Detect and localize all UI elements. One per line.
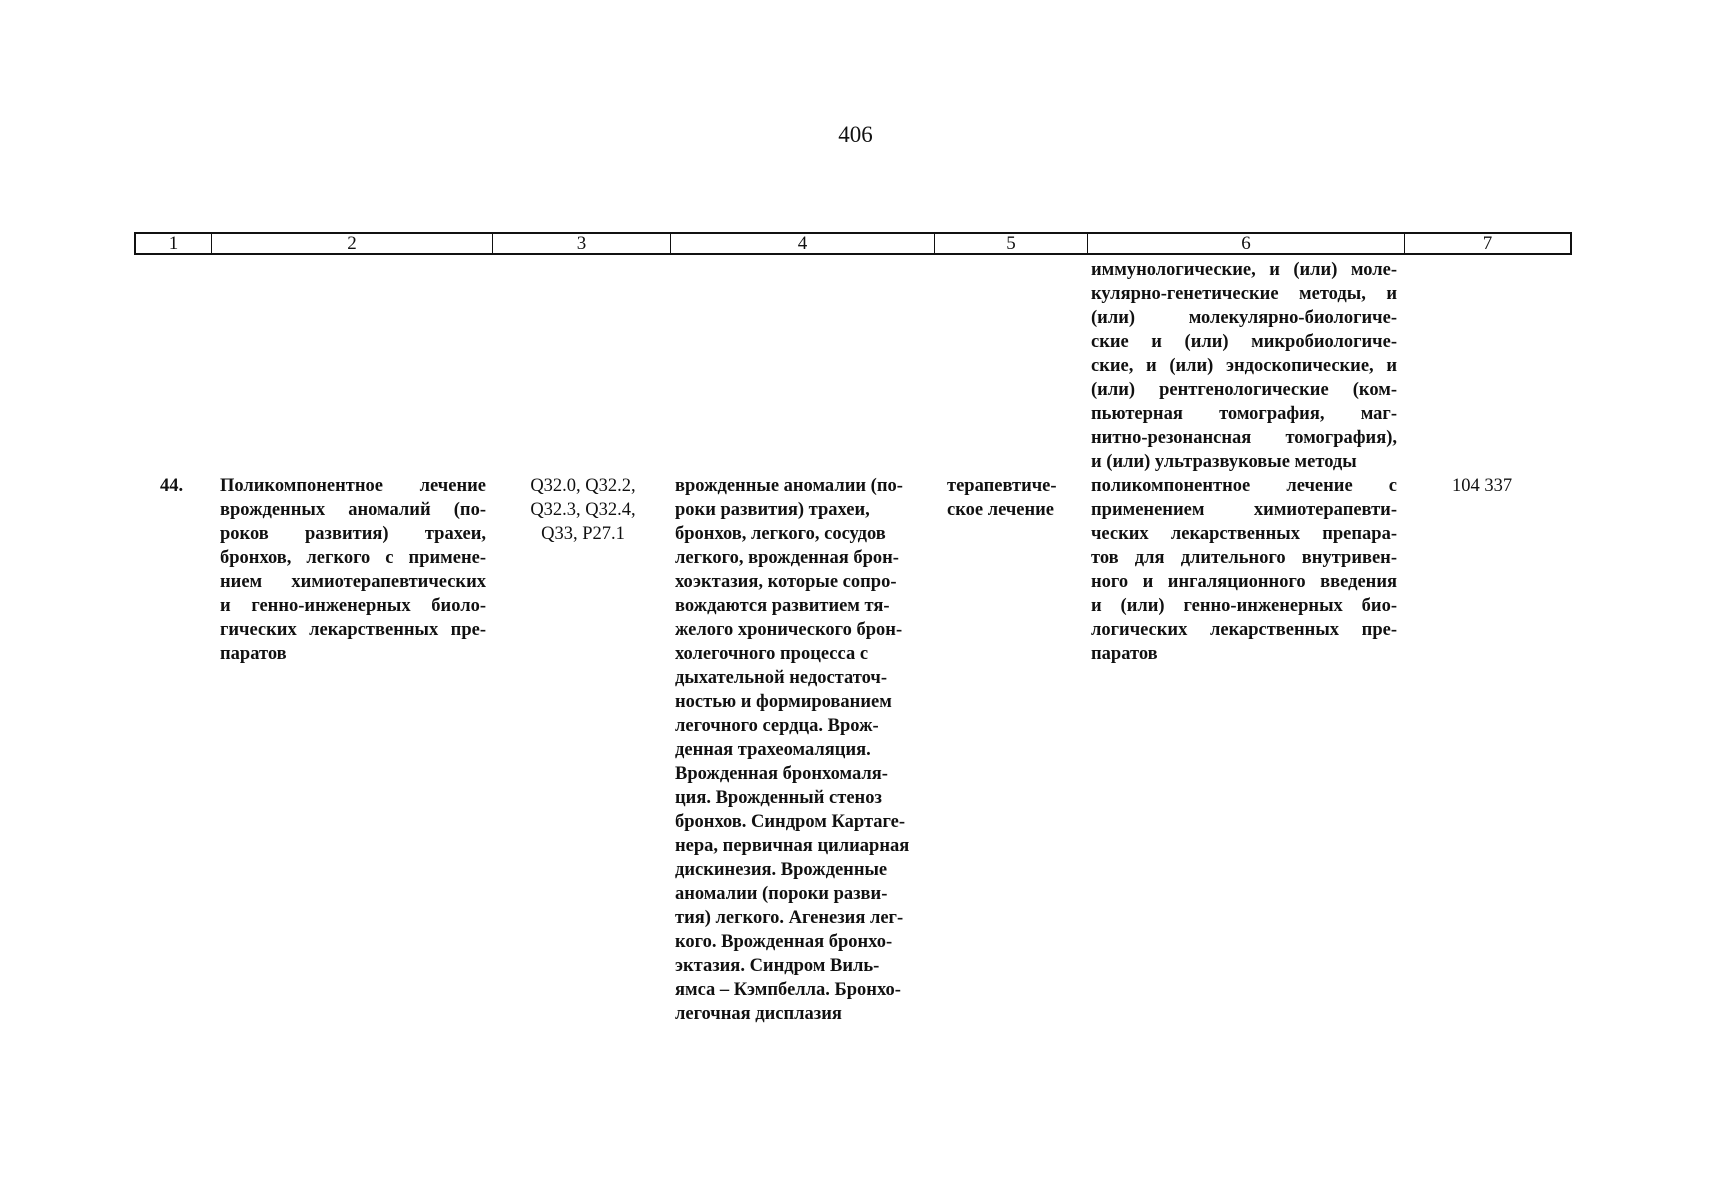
text-line: и генно-инженерных биоло- <box>220 596 486 616</box>
text-line: Врожденная бронхомаля- <box>675 764 888 784</box>
text-line: Поликомпонентное лечение <box>220 476 486 496</box>
header-col-2: 2 <box>212 234 493 253</box>
text-line: нитно-резонансная томография), <box>1091 428 1397 448</box>
text-line: нера, первичная цилиарная <box>675 836 910 856</box>
text-line: аномалии (пороки разви- <box>675 884 888 904</box>
text-line: тия) легкого. Агенезия лег- <box>675 908 904 928</box>
text-line: гических лекарственных пре- <box>220 620 486 640</box>
text-line: врожденных аномалий (по- <box>220 500 486 520</box>
text-line: терапевтиче- <box>947 476 1057 496</box>
text-line: ямса – Кэмпбелла. Бронхо- <box>675 980 901 1000</box>
page-number: 406 <box>838 122 873 147</box>
text-line: ностью и формированием <box>675 692 892 712</box>
text-line: Q33, P27.1 <box>541 524 625 544</box>
text-line: хоэктазия, которые сопро- <box>675 572 897 592</box>
text-line: легочного сердца. Врож- <box>675 716 879 736</box>
text-line: легкого, врожденная брон- <box>675 548 899 568</box>
text-line: вождаются развитием тя- <box>675 596 890 616</box>
row-col5-treatment-type <box>947 474 1072 522</box>
text-line: бронхов, легкого, сосудов <box>675 524 886 544</box>
text-line: ские, и (или) эндоскопические, и <box>1091 356 1397 376</box>
text-line: роков развития) трахеи, <box>220 524 486 544</box>
text-line: паратов <box>1091 644 1158 664</box>
text-line: бронхов, легкого с примене- <box>220 548 486 568</box>
text-line: (или) молекулярно-биологиче- <box>1091 308 1397 328</box>
text-line: ское лечение <box>947 500 1055 520</box>
row-col3-codes <box>518 474 648 546</box>
text-line: врожденные аномалии (по- <box>675 476 903 496</box>
header-col-1: 1 <box>136 234 212 253</box>
table-header-row <box>134 232 1572 255</box>
text-line: кулярно-генетические методы, и <box>1091 284 1397 304</box>
text-line: легочная дисплазия <box>675 1004 842 1024</box>
row-col7-cost: 104 337 <box>1452 476 1513 496</box>
text-line: логических лекарственных пре- <box>1091 620 1397 640</box>
text-line: холегочного процесса с <box>675 644 869 664</box>
header-col-5: 5 <box>935 234 1088 253</box>
continuation-col6 <box>1091 258 1397 474</box>
text-line: бронхов. Синдром Картаге- <box>675 812 906 832</box>
text-line: ские и (или) микробиологиче- <box>1091 332 1397 352</box>
text-line: (или) рентгенологические (ком- <box>1091 380 1397 400</box>
text-line: ного и ингаляционного введения <box>1091 572 1397 592</box>
text-line: паратов <box>220 644 287 664</box>
text-line: дыхательной недостаточ- <box>675 668 887 688</box>
text-line: желого хронического брон- <box>675 620 903 640</box>
text-line: дискинезия. Врожденные <box>675 860 888 880</box>
text-line: Q32.0, Q32.2, <box>530 476 636 496</box>
row-number: 44. <box>160 476 184 496</box>
text-line: поликомпонентное лечение с <box>1091 476 1397 496</box>
header-col-4: 4 <box>671 234 935 253</box>
text-line: эктазия. Синдром Виль- <box>675 956 880 976</box>
text-line: пьютерная томография, маг- <box>1091 404 1397 424</box>
row-col6-method <box>1091 474 1397 666</box>
row-col2-name <box>220 474 486 666</box>
text-line: и (или) ультразвуковые методы <box>1091 452 1357 472</box>
row-col4-description <box>675 474 925 1026</box>
text-line: ческих лекарственных препара- <box>1091 524 1397 544</box>
header-col-3: 3 <box>493 234 671 253</box>
text-line: роки развития) трахеи, <box>675 500 870 520</box>
text-line: нием химиотерапевтических <box>220 572 486 592</box>
text-line: кого. Врожденная бронхо- <box>675 932 893 952</box>
text-line: применением химиотерапевти- <box>1091 500 1397 520</box>
text-line: тов для длительного внутривен- <box>1091 548 1397 568</box>
header-col-7: 7 <box>1482 233 1493 254</box>
text-line: денная трахеомаляция. <box>675 740 871 760</box>
text-line: иммунологические, и (или) моле- <box>1091 260 1397 280</box>
text-line: Q32.3, Q32.4, <box>530 500 636 520</box>
header-col-6: 6 <box>1088 234 1405 253</box>
text-line: и (или) генно-инженерных био- <box>1091 596 1397 616</box>
text-line: ция. Врожденный стеноз <box>675 788 882 808</box>
